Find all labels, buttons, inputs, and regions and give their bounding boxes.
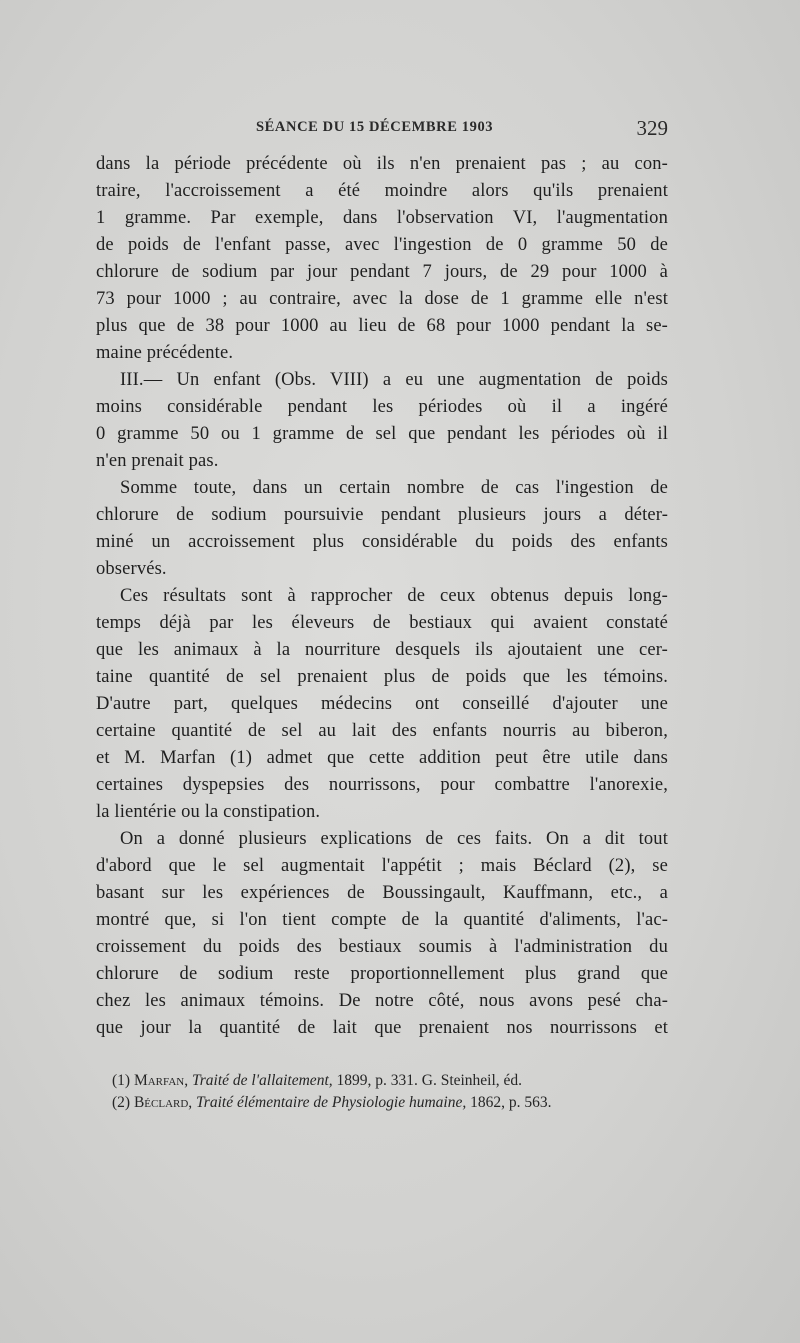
text-line: taine quantité de sel prenaient plus de poids que les témoins. <box>96 667 668 687</box>
text-line: moins considérable pendant les périodes où il a ingéré <box>96 397 668 417</box>
text-line: traire, l'accroissement a été moindre alors qu'ils prenaient <box>96 181 668 201</box>
text-line: observés. <box>96 559 167 579</box>
text-line: Ces résultats sont à rapprocher de ceux obtenus depuis long- <box>120 586 668 606</box>
text-line: D'autre part, quelques médecins ont conseillé d'ajouter une <box>96 694 668 714</box>
footnote-title: Traité de l'allaitement, <box>191 1072 333 1089</box>
text-line: chlorure de sodium poursuivie pendant plusieurs jours a déter- <box>96 505 668 525</box>
text-line: la lientérie ou la constipation. <box>96 802 321 822</box>
running-head: SÉANCE DU 15 DÉCEMBRE 1903 <box>256 119 494 135</box>
footnotes <box>112 1070 672 1114</box>
footnote-title: Traité élémentaire de Physiologie humaine, <box>196 1094 467 1111</box>
text-line: n'en prenait pas. <box>96 451 219 471</box>
text-line: maine précédente. <box>96 343 234 363</box>
text-line: dans la période précédente où ils n'en prenaient pas ; au con- <box>96 154 668 174</box>
footnote-details: 1862, p. 563. <box>470 1094 552 1111</box>
text-line: plus que de 38 pour 1000 au lieu de 68 pour 1000 pendant la se- <box>96 316 668 336</box>
text-line: chlorure de sodium reste proportionnellement plus grand que <box>96 964 668 984</box>
footnote-marker: (2) <box>112 1094 131 1111</box>
footnote <box>112 1070 672 1092</box>
text-line: Somme toute, dans un certain nombre de cas l'ingestion de <box>120 478 668 498</box>
text-line: montré que, si l'on tient compte de la quantité d'aliments, l'ac- <box>96 910 668 930</box>
text-line: 1 gramme. Par exemple, dans l'observation VI, l'augmentation <box>96 208 668 228</box>
footnote-author: Marfan, <box>133 1072 189 1089</box>
text-line: chlorure de sodium par jour pendant 7 jours, de 29 pour 1000 à <box>96 262 668 282</box>
page-number: 329 <box>636 116 668 140</box>
text-line: de poids de l'enfant passe, avec l'ingestion de 0 gramme 50 de <box>96 235 668 255</box>
footnote-details: 1899, p. 331. G. Steinheil, éd. <box>336 1072 523 1089</box>
text-line: certaines dyspepsies des nourrissons, pour combattre l'anorexie, <box>96 775 668 795</box>
text-line: chez les animaux témoins. De notre côté, nous avons pesé cha- <box>96 991 668 1011</box>
text-line: 73 pour 1000 ; au contraire, avec la dose de 1 gramme elle n'est <box>96 289 668 309</box>
text-line: d'abord que le sel augmentait l'appétit ; mais Béclard (2), se <box>96 856 668 876</box>
text-line: miné un accroissement plus considérable du poids des enfants <box>96 532 668 552</box>
footnote-author: Béclard, <box>133 1094 193 1111</box>
text-line: et M. Marfan (1) admet que cette addition peut être utile dans <box>96 748 668 768</box>
text-line: III.— Un enfant (Obs. VIII) a eu une augmentation de poids <box>120 370 668 390</box>
text-line: que les animaux à la nourriture desquels ils ajoutaient une cer- <box>96 640 668 660</box>
text-line: 0 gramme 50 ou 1 gramme de sel que pendant les périodes où il <box>96 424 668 444</box>
footnote-marker: (1) <box>112 1072 131 1089</box>
text-line: que jour la quantité de lait que prenaient nos nourrissons et <box>96 1018 668 1038</box>
text-line: croissement du poids des bestiaux soumis à l'administration du <box>96 937 668 957</box>
text-line: On a donné plusieurs explications de ces faits. On a dit tout <box>120 829 668 849</box>
footnote <box>112 1092 672 1114</box>
text-line: temps déjà par les éleveurs de bestiaux qui avaient constaté <box>96 613 668 633</box>
page-header <box>96 116 668 142</box>
text-line: certaine quantité de sel au lait des enfants nourris au biberon, <box>96 721 668 741</box>
body-text <box>96 151 668 1042</box>
text-line: basant sur les expériences de Boussingault, Kauffmann, etc., a <box>96 883 668 903</box>
